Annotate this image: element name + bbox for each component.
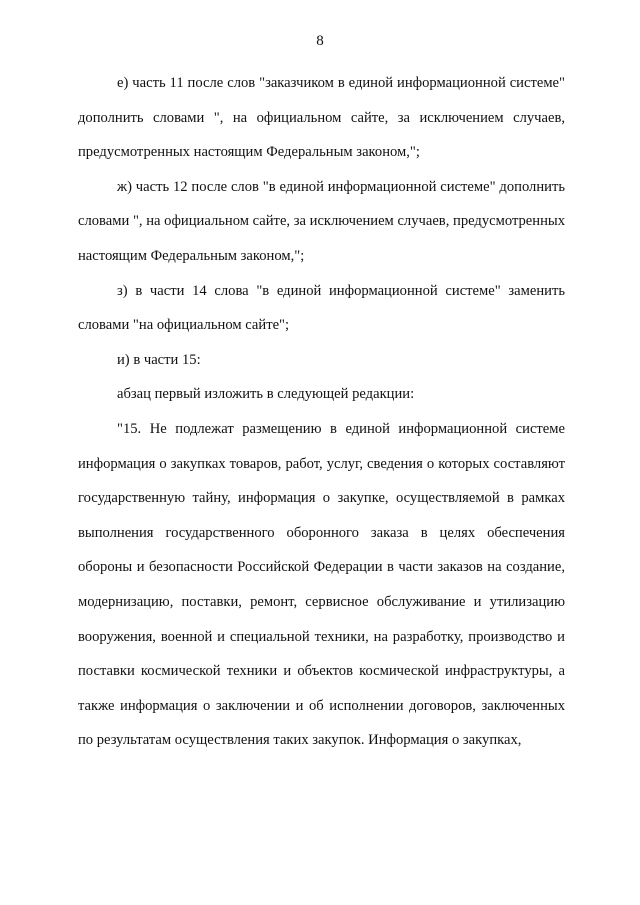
paragraph-e: е) часть 11 после слов "заказчиком в единой информационной системе" дополнить словами ", на официальном сайте, за исключением случаев, предусмотренных настоящим Федеральным законом,"; <box>78 75 565 161</box>
paragraph-zh: ж) часть 12 после слов "в единой информационной системе" дополнить словами ", на официальном сайте, за исключением случаев, предусмотренных настоящим Федеральным законом,"; <box>78 178 565 264</box>
paragraph-15: "15. Не подлежат размещению в единой информационной системе информация о закупках товаров, работ, услуг, сведения о которых составляют государственную тайну, информация о закупке, осуществляемой в рамках выполнения государственного оборонного заказа в целях обеспечения обороны и безопасности Российской Федерации в части заказов на создание, модернизацию, поставки, ремонт, сервисное обслуживание и утилизацию вооружения, военной и специальной техники, на разработку, производство и поставки космической техники и объектов космической инфраструктуры, а также информация о заключении и об исполнении договоров, заключенных по результатам осуществления таких закупок. Информация о закупках, <box>78 420 565 749</box>
document-body <box>78 66 565 758</box>
paragraph-i: и) в части 15: <box>117 351 201 368</box>
paragraph-abzac: абзац первый изложить в следующей редакции: <box>117 386 415 403</box>
page-number: 8 <box>316 33 324 49</box>
paragraph-z: з) в части 14 слова "в единой информационной системе" заменить словами "на официальном сайте"; <box>78 282 565 334</box>
